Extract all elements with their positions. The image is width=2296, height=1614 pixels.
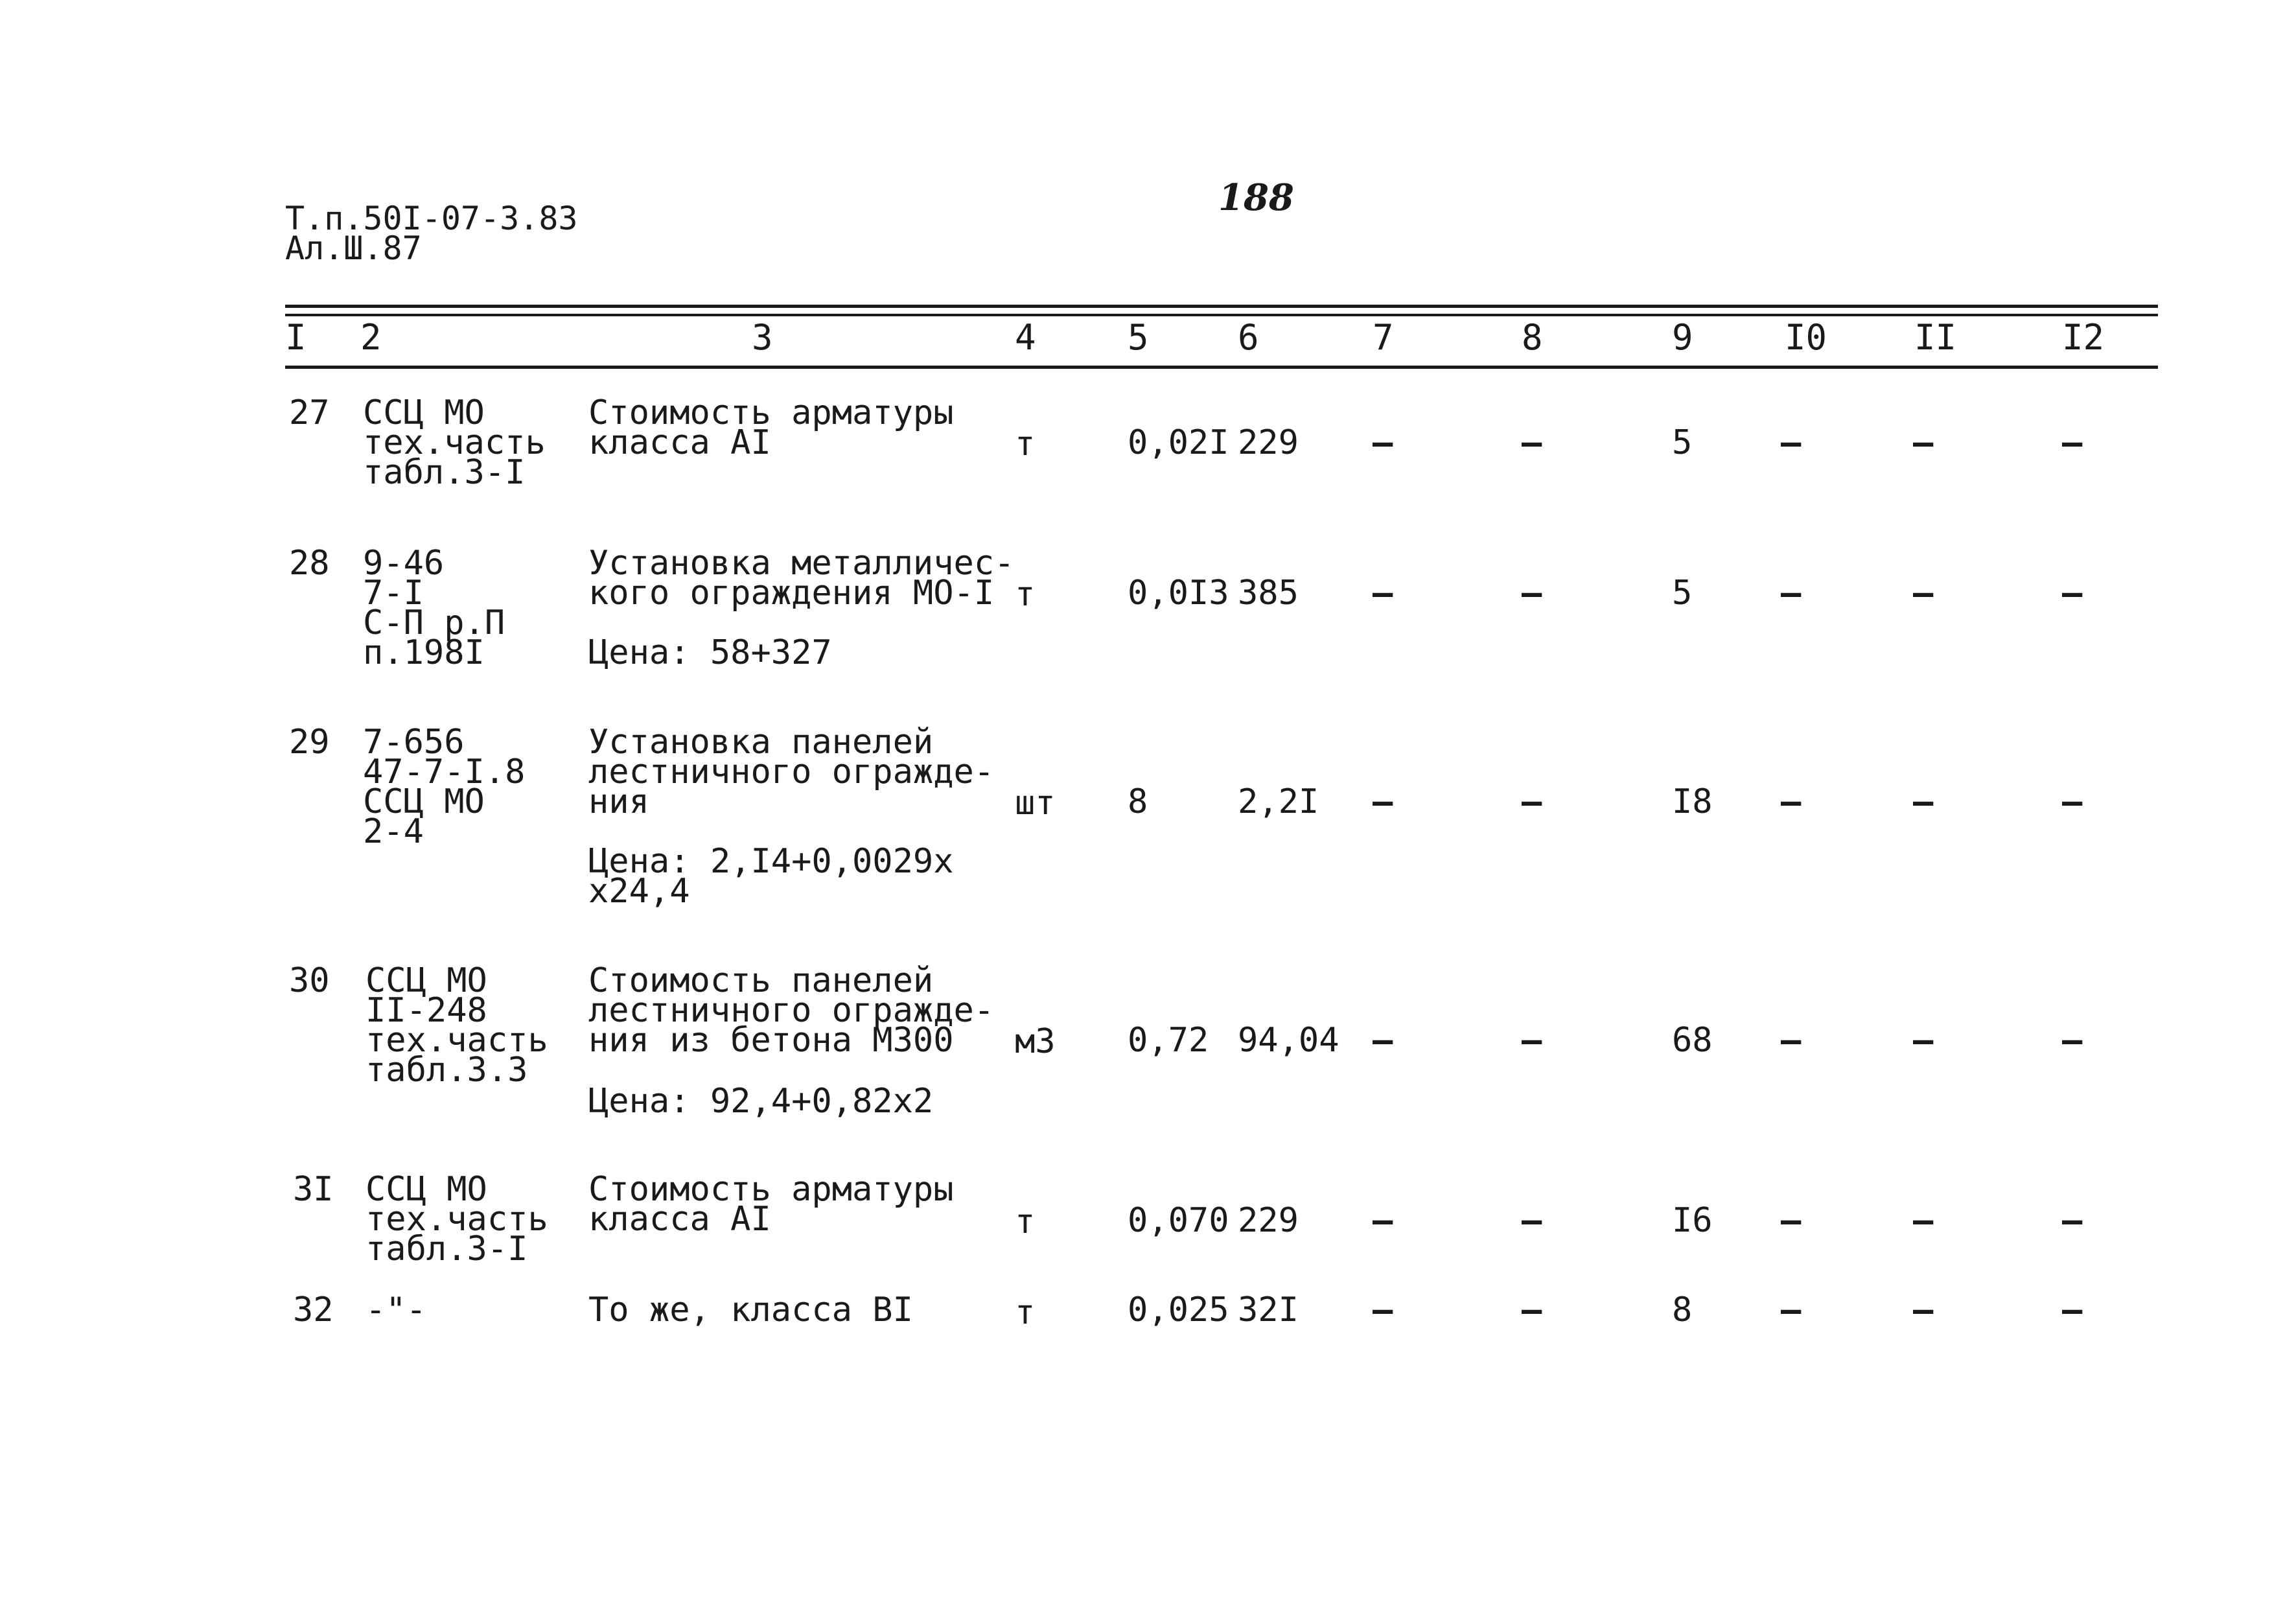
col-8-cell: – [1522, 423, 1542, 462]
description-line: Установка панелей [588, 723, 934, 762]
col-11-cell: – [1913, 782, 1934, 821]
description-line: кого ограждения МО-I [588, 574, 995, 613]
row-number: 32 [293, 1291, 334, 1329]
unit-cell: т [1015, 575, 1036, 614]
col-12: I2 [2062, 317, 2105, 358]
col-12-cell: – [2062, 574, 2083, 613]
quantity-cell: 0,0I3 [1128, 574, 1229, 613]
price-formula: Цена: 92,4+0,82х2 [588, 1082, 934, 1121]
source-line: табл.3.3 [365, 1051, 528, 1090]
col-6: 6 [1238, 317, 1259, 358]
page-number: 188 [1218, 176, 1294, 219]
col-10: I0 [1785, 317, 1827, 358]
col-12-cell: – [2062, 423, 2083, 462]
description-line: лестничного огражде- [588, 991, 995, 1030]
col-10-cell: – [1781, 574, 1802, 613]
quantity-cell: 0,025 [1128, 1291, 1229, 1329]
source-line: тех.часть [365, 1200, 548, 1239]
col-8-cell: – [1522, 574, 1542, 613]
cost-cell: 94,04 [1238, 1021, 1339, 1060]
source-line: тех.часть [363, 423, 546, 462]
description-line: То же, класса ВI [588, 1291, 913, 1329]
col-7: 7 [1373, 317, 1394, 358]
cost-cell: 32I [1238, 1291, 1299, 1329]
source-line: 7-I [363, 574, 424, 613]
quantity-cell: 8 [1128, 782, 1148, 821]
unit-cell: м3 [1015, 1022, 1056, 1061]
col-11-cell: – [1913, 423, 1934, 462]
source-line: табл.3-I [363, 453, 526, 492]
col-7-cell: – [1373, 1021, 1393, 1060]
album-number: Ал.Ш.87 [285, 229, 422, 267]
source-line: С-П р.П [363, 603, 505, 642]
description-line: Стоимость панелей [588, 961, 934, 1000]
col-9-cell: I6 [1672, 1201, 1713, 1240]
col-1: I [285, 317, 307, 358]
table-top-rule-inner [285, 314, 2158, 316]
source-line: 7-656 [363, 723, 465, 762]
row-number: 27 [289, 393, 330, 432]
col-11-cell: – [1913, 1021, 1934, 1060]
cost-cell: 229 [1238, 423, 1299, 462]
unit-cell: т [1015, 1293, 1036, 1332]
source-line: 2-4 [363, 812, 424, 851]
col-5: 5 [1128, 317, 1149, 358]
col-10-cell: – [1781, 1021, 1802, 1060]
source-line: 9-46 [363, 544, 445, 583]
source-line: тех.часть [365, 1021, 548, 1060]
source-line: II-248 [365, 991, 487, 1030]
price-formula: Цена: 58+327 [588, 633, 832, 672]
cost-cell: 229 [1238, 1201, 1299, 1240]
source-line: п.198I [363, 633, 485, 672]
col-9-cell: 5 [1672, 423, 1693, 462]
col-7-cell: – [1373, 574, 1393, 613]
header-bottom-rule [285, 366, 2158, 369]
row-number: 28 [289, 544, 330, 583]
price-formula: Цена: 2,I4+0,0029х [588, 842, 954, 881]
col-8-cell: – [1522, 1291, 1542, 1329]
source-line: ССЦ МО [365, 961, 487, 1000]
col-9: 9 [1672, 317, 1693, 358]
source-line: -"- [365, 1291, 426, 1329]
col-8-cell: – [1522, 1021, 1542, 1060]
col-8: 8 [1522, 317, 1543, 358]
table-top-rule [285, 305, 2158, 308]
col-8-cell: – [1522, 1201, 1542, 1240]
col-12-cell: – [2062, 1021, 2083, 1060]
unit-cell: т [1015, 1202, 1036, 1241]
col-7-cell: – [1373, 1291, 1393, 1329]
col-12-cell: – [2062, 1291, 2083, 1329]
unit-cell: т [1015, 425, 1036, 463]
col-11: II [1914, 317, 1957, 358]
quantity-cell: 0,72 [1128, 1021, 1209, 1060]
row-number: 29 [289, 723, 330, 762]
col-8-cell: – [1522, 782, 1542, 821]
description-line: лестничного огражде- [588, 753, 995, 791]
row-number: 30 [289, 961, 330, 1000]
col-9-cell: 8 [1672, 1291, 1693, 1329]
col-10-cell: – [1781, 782, 1802, 821]
source-line: 47-7-I.8 [363, 753, 526, 791]
col-11-cell: – [1913, 1291, 1934, 1329]
unit-cell: шт [1015, 784, 1056, 823]
description-line: ния [588, 782, 649, 821]
description-line: класса АI [588, 1200, 771, 1239]
document-code: Т.п.50I-07-3.83 [285, 200, 578, 237]
source-line: табл.3-I [365, 1230, 528, 1269]
source-line: ССЦ МО [363, 393, 485, 432]
description-line: Стоимость арматуры [588, 1170, 954, 1209]
col-10-cell: – [1781, 1291, 1802, 1329]
cost-cell: 385 [1238, 574, 1299, 613]
col-10-cell: – [1781, 1201, 1802, 1240]
col-4: 4 [1015, 317, 1036, 358]
col-2: 2 [360, 317, 382, 358]
description-line: ния из бетона М300 [588, 1021, 954, 1060]
cost-cell: 2,2I [1238, 782, 1319, 821]
description-line: класса АI [588, 423, 771, 462]
col-11-cell: – [1913, 574, 1934, 613]
col-3: 3 [752, 317, 773, 358]
col-9-cell: 5 [1672, 574, 1693, 613]
quantity-cell: 0,070 [1128, 1201, 1229, 1240]
col-9-cell: I8 [1672, 782, 1713, 821]
source-line: ССЦ МО [363, 782, 485, 821]
col-12-cell: – [2062, 1201, 2083, 1240]
description-line: Установка металличес- [588, 544, 1015, 583]
price-formula: х24,4 [588, 872, 690, 911]
col-10-cell: – [1781, 423, 1802, 462]
quantity-cell: 0,02I [1128, 423, 1229, 462]
col-7-cell: – [1373, 782, 1393, 821]
col-7-cell: – [1373, 423, 1393, 462]
source-line: ССЦ МО [365, 1170, 487, 1209]
col-11-cell: – [1913, 1201, 1934, 1240]
row-number: 3I [293, 1170, 334, 1209]
description-line: Стоимость арматуры [588, 393, 954, 432]
col-7-cell: – [1373, 1201, 1393, 1240]
col-9-cell: 68 [1672, 1021, 1713, 1060]
col-12-cell: – [2062, 782, 2083, 821]
